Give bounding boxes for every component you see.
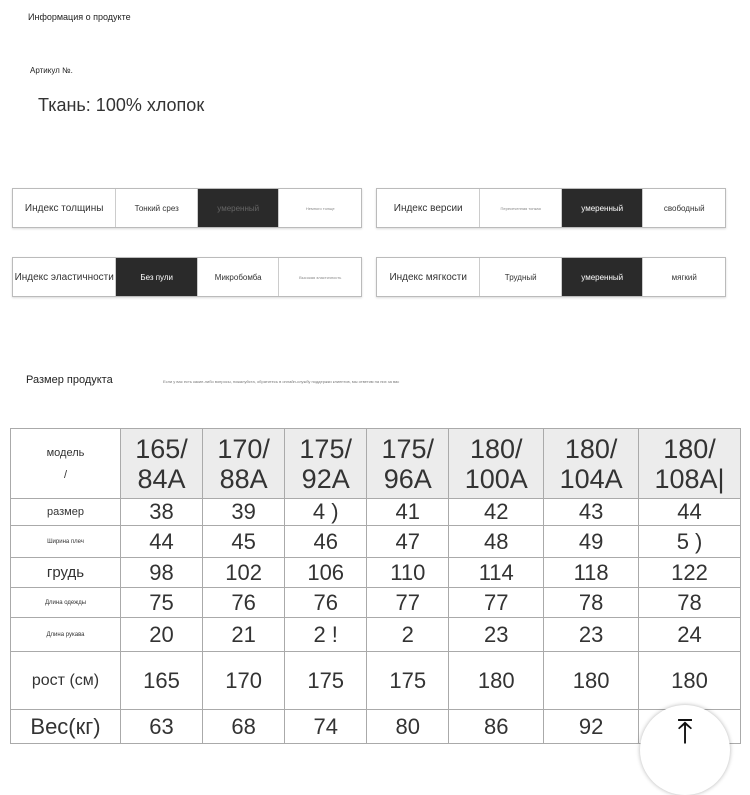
table-cell: 39 — [203, 499, 285, 526]
softness-option-moderate: умеренный — [562, 258, 644, 296]
fabric-info: Ткань: 100% хлопок — [38, 95, 205, 115]
size-section-title: Размер продукта — [26, 374, 113, 386]
table-cell: 175 — [367, 652, 449, 710]
thickness-option-thin: Тонкий срез — [116, 189, 198, 227]
table-cell: 78 — [544, 588, 639, 618]
table-cell: 45 — [203, 526, 285, 558]
elasticity-option-high: Высокая эластичность — [299, 274, 342, 280]
table-cell: 41 — [367, 499, 449, 526]
size-column-header: 180/ 104A — [544, 429, 639, 499]
size-column-header: 170/ 88A — [203, 429, 285, 499]
table-cell: 102 — [203, 558, 285, 588]
version-index — [376, 188, 726, 228]
table-cell: 43 — [544, 499, 639, 526]
table-cell: 165 — [121, 652, 203, 710]
table-cell: 76 — [285, 588, 367, 618]
size-column-header: 180/ 100A — [449, 429, 544, 499]
row-label-height: рост (см) — [11, 652, 121, 710]
table-cell: 68 — [203, 710, 285, 744]
table-cell: 21 — [203, 618, 285, 652]
table-cell: 63 — [121, 710, 203, 744]
corner-label-slash: / — [63, 468, 68, 481]
row-label-length: Длина одежды — [11, 588, 121, 618]
size-column-header: 180/ 108A| — [639, 429, 741, 499]
table-cell: 76 — [203, 588, 285, 618]
size-table-header-row — [11, 429, 741, 499]
size-table — [10, 428, 741, 744]
table-cell: 98 — [121, 558, 203, 588]
table-cell: 44 — [639, 499, 741, 526]
table-cell: 44 — [121, 526, 203, 558]
size-column-header: 175/ 92A — [285, 429, 367, 499]
elasticity-option-none: Без пули — [116, 258, 198, 296]
table-cell: 77 — [367, 588, 449, 618]
scroll-to-top-button[interactable] — [640, 705, 730, 795]
elasticity-option-micro: Микробомба — [198, 258, 280, 296]
softness-option-soft: мягкий — [671, 272, 697, 282]
arrow-up-icon: ⤒ — [677, 713, 693, 751]
table-cell: 23 — [449, 618, 544, 652]
table-cell: 170 — [203, 652, 285, 710]
table-cell: 180 — [639, 652, 741, 710]
table-cell: 74 — [285, 710, 367, 744]
elasticity-index — [12, 257, 362, 297]
version-option-slim: Пересеченная тонкая — [480, 189, 562, 227]
section-title: Информация о продукте — [28, 12, 131, 22]
table-cell: 180 — [544, 652, 639, 710]
table-cell: 20 — [121, 618, 203, 652]
table-row — [11, 588, 741, 618]
table-cell: 47 — [367, 526, 449, 558]
table-cell: 49 — [544, 526, 639, 558]
table-cell: 175 — [285, 652, 367, 710]
softness-option-hard: Трудный — [480, 258, 562, 296]
table-cell: 78 — [639, 588, 741, 618]
row-label-size: размер — [11, 499, 121, 526]
table-cell: 48 — [449, 526, 544, 558]
version-option-moderate: умеренный — [562, 189, 644, 227]
size-section-note: Если у вас есть какие-либо вопросы, пожалуйста, обратитесь в онлайн-службу поддержки клиентов, мы ответим на них за вас — [163, 379, 400, 384]
table-cell: 80 — [367, 710, 449, 744]
softness-index — [376, 257, 726, 297]
thickness-index — [12, 188, 362, 228]
thickness-option-thicker: Немного толще — [305, 205, 335, 211]
table-cell: 38 — [121, 499, 203, 526]
table-cell: 92 — [544, 710, 639, 744]
version-option-loose: свободный — [663, 203, 705, 213]
table-row — [11, 499, 741, 526]
article-label: Артикул №. — [30, 66, 73, 75]
thickness-index-label: Индекс толщины — [13, 189, 116, 227]
table-cell: 2 ! — [285, 618, 367, 652]
elasticity-index-label: Индекс эластичности — [13, 258, 116, 296]
table-cell: 86 — [449, 710, 544, 744]
table-row — [11, 618, 741, 652]
softness-index-label: Индекс мягкости — [377, 258, 480, 296]
table-cell: 114 — [449, 558, 544, 588]
table-cell: 23 — [544, 618, 639, 652]
row-label-shoulder: Ширина плеч — [11, 526, 121, 558]
table-row — [11, 710, 741, 744]
table-cell: 110 — [367, 558, 449, 588]
size-column-header: 175/ 96A — [367, 429, 449, 499]
table-cell: 4 ) — [285, 499, 367, 526]
table-cell: 118 — [544, 558, 639, 588]
table-cell: 42 — [449, 499, 544, 526]
row-label-chest: грудь — [11, 558, 121, 588]
row-label-weight: Вес(кг) — [11, 710, 121, 744]
table-cell: 77 — [449, 588, 544, 618]
table-row — [11, 526, 741, 558]
table-cell: 180 — [449, 652, 544, 710]
table-cell: 24 — [639, 618, 741, 652]
table-cell: 106 — [285, 558, 367, 588]
table-row — [11, 558, 741, 588]
table-cell: 2 — [367, 618, 449, 652]
size-table-corner — [11, 429, 121, 499]
table-cell: 75 — [121, 588, 203, 618]
version-index-label: Индекс версии — [377, 189, 480, 227]
thickness-option-moderate: умеренный — [198, 189, 280, 227]
table-row — [11, 652, 741, 710]
table-cell: 46 — [285, 526, 367, 558]
table-cell: 122 — [639, 558, 741, 588]
size-column-header: 165/ 84A — [121, 429, 203, 499]
row-label-sleeve: Длина рукава — [11, 618, 121, 652]
corner-label-model: модель — [46, 446, 85, 459]
table-cell: 5 ) — [639, 526, 741, 558]
